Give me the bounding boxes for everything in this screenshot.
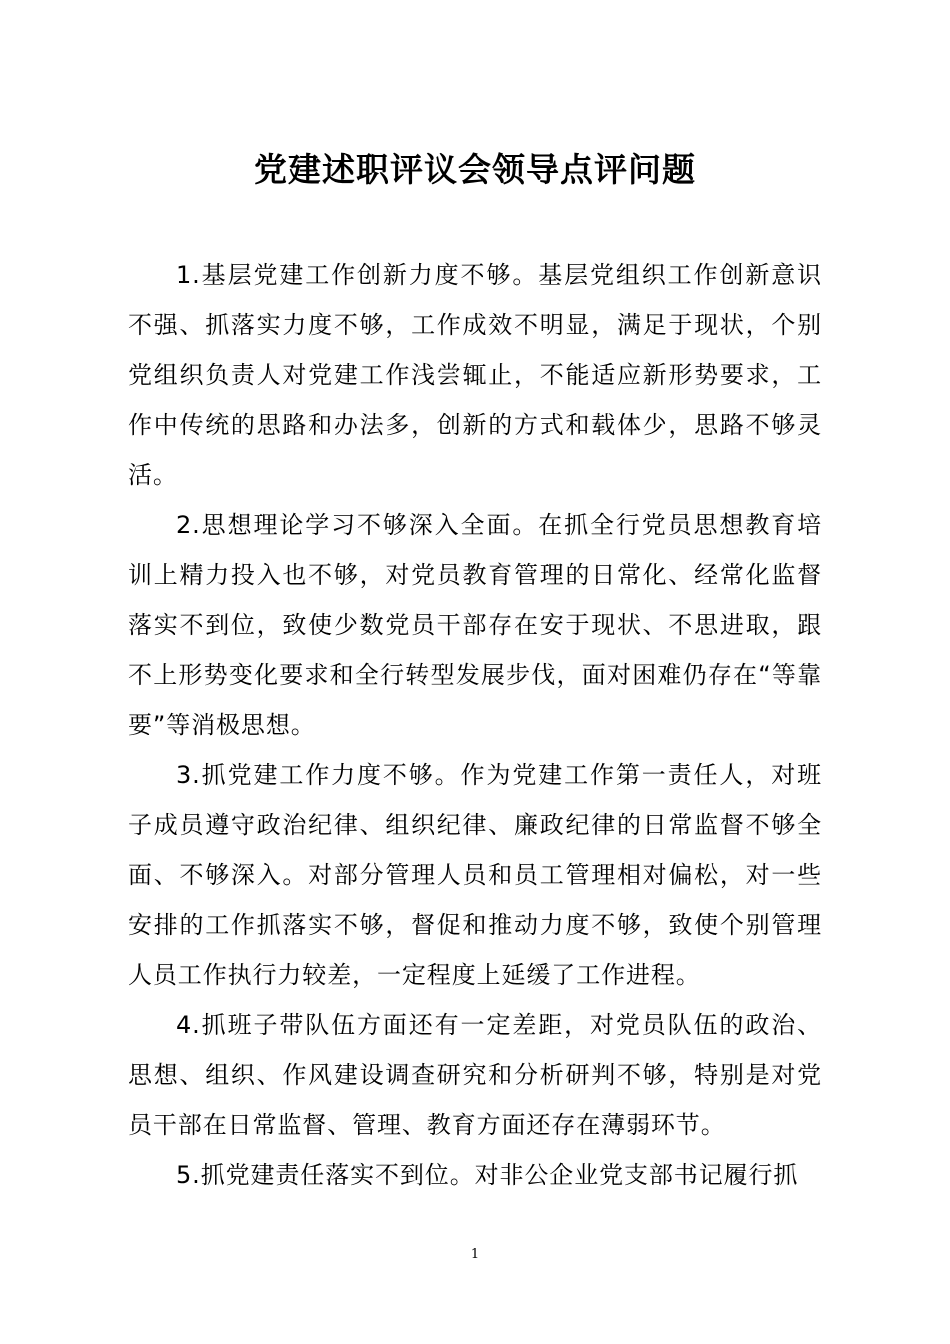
paragraph-2: 2.思想理论学习不够深入全面。在抓全行党员思想教育培训上精力投入也不够，对党员教育管理的日常化、经常化监督落实不到位，致使少数党员干部存在安于现状、不思进取，跟不上形势变化要求和全行转型发展步伐，面对困难仍存在“等靠要”等消极思想。 bbox=[128, 511, 822, 739]
page-number: 1 bbox=[470, 1247, 480, 1262]
document-title: 党建述职评议会领导点评问题 bbox=[254, 150, 696, 189]
paragraph-5: 5.抓党建责任落实不到位。对非公企业党支部书记履行抓 bbox=[176, 1161, 799, 1189]
document-body bbox=[128, 250, 822, 1200]
paragraph-4: 4.抓班子带队伍方面还有一定差距，对党员队伍的政治、思想、组织、作风建设调查研究和分析研判不够，特别是对党员干部在日常监督、管理、教育方面还存在薄弱环节。 bbox=[128, 1011, 822, 1139]
paragraph-1: 1.基层党建工作创新力度不够。基层党组织工作创新意识不强、抓落实力度不够，工作成效不明显，满足于现状，个别党组织负责人对党建工作浅尝辄止，不能适应新形势要求，工作中传统的思路和办法多，创新的方式和载体少，思路不够灵活。 bbox=[128, 261, 822, 489]
paragraph-3: 3.抓党建工作力度不够。作为党建工作第一责任人，对班子成员遵守政治纪律、组织纪律、廉政纪律的日常监督不够全面、不够深入。对部分管理人员和员工管理相对偏松，对一些安排的工作抓落实不够，督促和推动力度不够，致使个别管理人员工作执行力较差，一定程度上延缓了工作进程。 bbox=[128, 761, 822, 989]
